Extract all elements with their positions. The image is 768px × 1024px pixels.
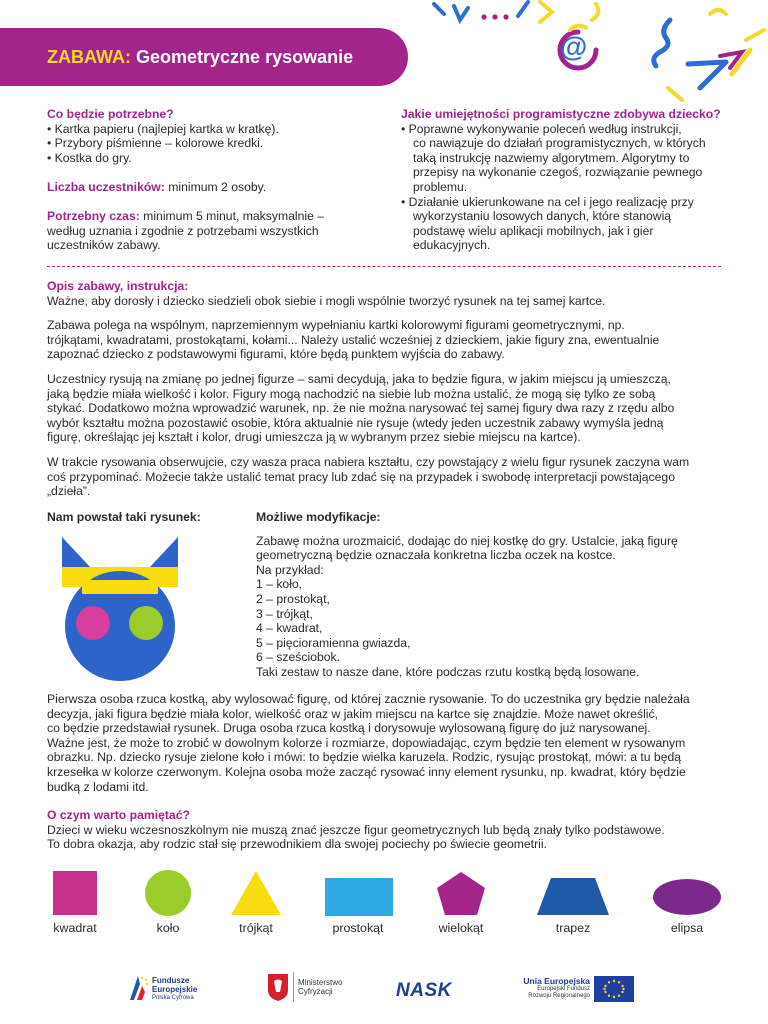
skill-line: • Działanie ukierunkowane na cel i jego realizację przy (401, 194, 694, 209)
ministry-line: Cyfryzacji (298, 987, 333, 996)
fe-line: Fundusze (152, 976, 190, 985)
green-circle (129, 606, 163, 640)
needs-item: • Przybory piśmienne – kolorowe kredki. (47, 136, 264, 151)
instructions-line: Ważne, aby dorosły i dziecko siedzieli obok siebie i mogli wspólnie tworzyć rysunek na tej samej kartce. (47, 293, 606, 308)
ellipse-shape (653, 879, 721, 915)
skills-section (401, 107, 741, 253)
skill-line: przepisy na wykonanie czegoś, rozwiązanie pewnego (413, 165, 703, 180)
ministry-divider (293, 972, 294, 1002)
skill-line: co nawiązuje do działań programistycznych, w których (413, 136, 706, 151)
instructions-line: coś przypominać. Możecie także ustalić temat pracy lub zdać się na przypadek i swobodę interpretacji powstającego (47, 469, 675, 484)
shapes-row (0, 868, 768, 918)
skill-line: taką instrukcję nazwiemy algorytmem. Algorytmy to (413, 150, 690, 165)
instructions-section (47, 279, 737, 499)
modifications-line: geometryczną będzie oznaczała konkretna liczba oczek na kostce. (256, 548, 616, 563)
shape-label-rectangle: prostokąt (332, 921, 384, 935)
eu-flag-icon (594, 976, 634, 1002)
time-label: Potrzebny czas: (47, 209, 140, 224)
trapezoid-shape (537, 878, 609, 915)
needs-item: • Kartka papieru (najlepiej kartka w kratkę). (47, 121, 279, 136)
modifications-line: 6 – sześciobok. (256, 650, 341, 665)
modifications-line: 4 – kwadrat, (256, 621, 323, 636)
instructions-line: „dzieła”. (47, 484, 91, 499)
modifications-line: Zabawę można urozmaicić, dodając do niej kostkę do gry. Ustalcie, jaką figurę (256, 533, 678, 548)
remember-line: To dobra okazja, aby rodzic stał się przewodnikiem dla swojej pociechy po świecie geometrii. (47, 837, 547, 852)
svg-text:@: @ (560, 31, 588, 62)
paragraph-line: decyzja, jaki figura będzie miała kolor, wielkość oraz w jakim miejscu na kartce się znajdzie. Może nawet określić, (47, 706, 658, 721)
time-line: uczestników zabawy. (47, 238, 161, 253)
modifications-line: Taki zestaw to nasze dane, które podczas rzutu kostką będą losowane. (256, 664, 640, 679)
shape-label-square: kwadrat (53, 921, 97, 935)
title-text: Geometryczne rysowanie (136, 47, 354, 67)
modifications-line: Na przykład: (256, 562, 324, 577)
instructions-line: stykać. Dodatkowo można wprowadzić warunek, np. że nie można narysować tej samej figury dwa razy z rzędu albo (47, 401, 675, 416)
instructions-line: wybór kształtu można pozostawić osobie, która aktualnie nie rysuje (wtedy jeden uczestnik zabawy wymyśla jedną (47, 415, 664, 430)
modifications-line: 1 – koło, (256, 577, 303, 592)
skills-heading: Jakie umiejętności programistyczne zdobywa dziecko? (401, 107, 721, 121)
remember-line: Dzieci w wieku wczesnoszkolnym nie muszą znać jeszcze figur geometrycznych lub będą znały tylko podstawowe. (47, 822, 665, 837)
eu-line: Unia Europejska (523, 976, 590, 986)
instructions-heading: Opis zabawy, instrukcja: (47, 279, 189, 293)
instructions-line: W trakcie rysowania obserwujcie, czy wasza praca nabiera kształtu, czy powstający z wielu figur rysunek zaczyna wam (47, 454, 690, 469)
square-shape (53, 871, 97, 915)
shape-label-ellipse: elipsa (670, 921, 704, 935)
needs-heading: Co będzie potrzebne? (47, 107, 174, 121)
shape-label-trapezoid: trapez (555, 921, 591, 935)
eu-line: Rozwoju Regionalnego (528, 993, 590, 999)
page-title (47, 46, 353, 68)
instructions-line: figurę, określając jej kształt i kolor, drugi umieszcza ją w wybranym przez siebie miejscu na kartce). (47, 430, 581, 445)
decorative-graphic (420, 0, 768, 110)
rectangle-shape (325, 878, 393, 916)
participants-value: minimum 2 osoby. (164, 179, 267, 194)
paragraph-line: Pierwsza osoba rzuca kostką, aby wylosować figurę, od której zacznie rysowanie. To do uczestnika gry będzie należała (47, 692, 690, 706)
example-paragraph (47, 692, 747, 794)
drawing-heading: Nam powstał taki rysunek: (47, 510, 201, 524)
fe-logo-text (152, 976, 197, 1003)
fe-line: Europejskie (152, 985, 198, 994)
yellow-band (82, 580, 158, 594)
paragraph-line: Ważne jest, że może to zrobić w dowolnym kolorze i rozmiarze, dopowiadając, czym będzie ten element w rysowanym (47, 735, 686, 750)
modifications-line: 3 – trójkąt, (256, 606, 313, 621)
circle-shape (145, 870, 191, 916)
nask-logo: NASK (396, 980, 452, 1001)
shape-label-circle: koło (156, 921, 180, 935)
remember-section (47, 808, 747, 852)
ministry-text (298, 978, 342, 996)
modifications-heading: Możliwe modyfikacje: (256, 510, 381, 524)
needs-item: • Kostka do gry. (47, 150, 132, 165)
eu-text (518, 976, 590, 1000)
requirements-section (47, 107, 377, 253)
paragraph-line: co będzie przedstawiał rysunek. Druga osoba rzuca kostką i dorysowuje wylosowaną figurę do już narysowanej. (47, 721, 651, 736)
participants (47, 180, 377, 195)
skill-line: edukacyjnych. (413, 238, 491, 253)
skill-line: podstawę wielu aplikacji mobilnych, jak i gier (413, 223, 654, 238)
instructions-line: Zabawa polega na wspólnym, naprzemiennym wypełnianiu kartki kolorowymi figurami geometrycznymi, np. (47, 318, 625, 333)
dashed-divider (47, 266, 721, 267)
skill-line: wykorzystaniu losowych danych, które stanowią (413, 209, 672, 224)
instructions-line: zapoznać dziecko z podstawowymi figurami, które będą punktem wyjścia do zabawy. (47, 347, 505, 362)
modifications-line: 2 – prostokąt, (256, 591, 330, 606)
fe-logo-icon (128, 972, 150, 1002)
fe-line: Polska Cyfrowa (152, 995, 194, 1001)
participants-label: Liczba uczestników: (47, 179, 165, 194)
left-ear-triangle (62, 537, 90, 567)
paragraph-line: budką z lodami itd. (47, 779, 149, 794)
time-value: minimum 5 minut, maksymalnie – (139, 209, 325, 224)
skill-line: • Poprawne wykonywanie poleceń według instrukcji, (401, 121, 682, 136)
ministry-line: Ministerstwo (298, 978, 343, 987)
shape-label-triangle: trójkąt (239, 921, 273, 935)
footer-logos (0, 968, 768, 1018)
triangle-shape (231, 871, 281, 915)
polygon-shape (437, 872, 485, 915)
modifications-section (256, 510, 736, 680)
right-ear-triangle (150, 537, 178, 567)
paragraph-line: krzesełka w kolorze czerwonym. Kolejna osoba może zacząć rysować inny element rysunku, np. kwadrat, który będzie (47, 764, 686, 779)
paragraph-line: obrazku. Np. dziecko rysuje zielone koło i mówi: to będzie wielka karuzela. Rodzic, rysując prostokąt, mówi: a tu będą (47, 750, 682, 765)
eu-line: Europejski Fundusz (537, 986, 590, 992)
remember-heading: O czym warto pamiętać? (47, 808, 190, 822)
instructions-line: trójkątami, kwadratami, prostokątami, kołami... Należy ustalić wcześniej z dzieckiem, jakie figury zna, ewentualnie (47, 332, 660, 347)
shape-label-polygon: wielokąt (438, 921, 484, 935)
time-line: według uznania i zgodnie z potrzebami wszystkich (47, 223, 319, 238)
ministry-emblem-icon (266, 972, 290, 1002)
modifications-line: 5 – pięcioramienna gwiazda, (256, 635, 411, 650)
pink-circle (76, 606, 110, 640)
time-required (47, 209, 377, 224)
instructions-line: Uczestnicy rysują na zmianę po jednej figurze – sami decydują, jaka to będzie figura, w jakim miejscu ją umieszczą, (47, 371, 671, 386)
instructions-line: jaką będzie miała wielkość i kolor. Figury mogą nachodzić na siebie lub można ustalić, że mogą się tylko ze sobą (47, 386, 656, 401)
title-accent: ZABAWA: (47, 47, 131, 67)
skill-line: problemu. (413, 179, 468, 194)
example-drawing (60, 535, 180, 685)
